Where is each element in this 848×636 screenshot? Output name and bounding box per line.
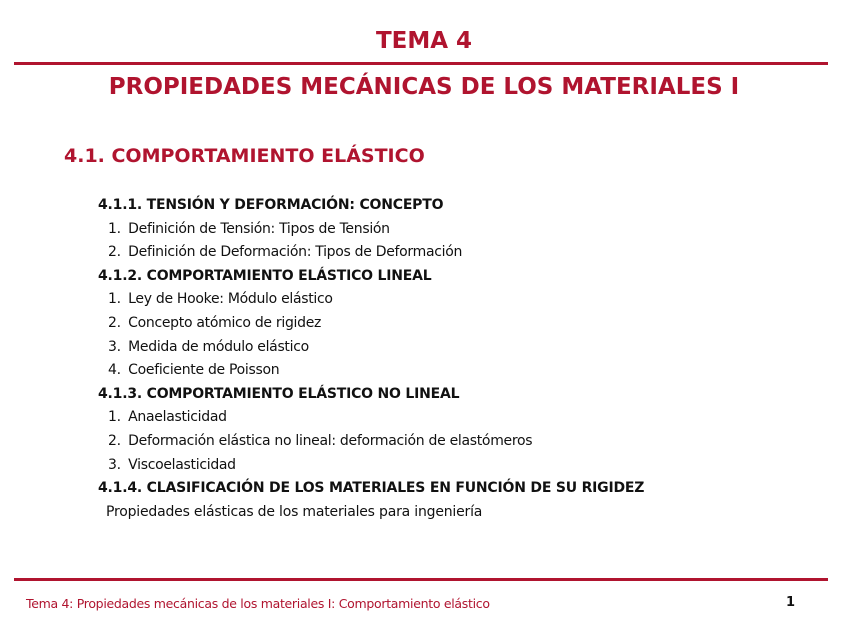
item-text: Medida de módulo elástico xyxy=(128,338,309,355)
item-number: 3. xyxy=(108,456,121,473)
item-number: 2. xyxy=(108,314,121,331)
outline-item xyxy=(98,336,644,360)
item-text: Coeficiente de Poisson xyxy=(128,362,280,379)
subsection-heading: 4.1.1. TENSIÓN Y DEFORMACIÓN: CONCEPTO xyxy=(98,197,444,213)
outline-item xyxy=(98,312,644,336)
page-number: 1 xyxy=(786,595,796,610)
subsection-heading: 4.1.2. COMPORTAMIENTO ELÁSTICO LINEAL xyxy=(98,267,432,284)
item-number: 1. xyxy=(108,291,121,308)
item-text: Definición de Tensión: Tipos de Tensión xyxy=(128,220,390,237)
outline-item xyxy=(98,454,644,478)
outline-item xyxy=(98,406,644,430)
item-text: Viscoelasticidad xyxy=(128,456,236,473)
header-divider xyxy=(14,62,828,65)
item-number: 1. xyxy=(108,409,121,426)
outline-item xyxy=(98,359,644,383)
outline-item xyxy=(98,430,644,454)
item-number: 3. xyxy=(108,338,121,355)
item-number: 2. xyxy=(108,432,121,449)
item-number: 4. xyxy=(108,362,121,379)
subsection-heading: 4.1.4. CLASIFICACIÓN DE LOS MATERIALES EN FUNCIÓN DE SU RIGIDEZ xyxy=(98,480,645,497)
outline-item xyxy=(98,241,644,265)
subsection-heading: 4.1.3. COMPORTAMIENTO ELÁSTICO NO LINEAL xyxy=(98,385,460,402)
item-text: Ley de Hooke: Módulo elástico xyxy=(128,291,333,308)
item-number: 2. xyxy=(108,244,121,261)
outline-item xyxy=(98,288,644,312)
item-text: Concepto atómico de rigidez xyxy=(128,314,322,331)
slide-title: TEMA 4 xyxy=(375,28,473,54)
item-text: Definición de Deformación: Tipos de Deformación xyxy=(128,244,463,261)
item-number: 1. xyxy=(108,220,121,237)
section-heading: 4.1. COMPORTAMIENTO ELÁSTICO xyxy=(64,145,425,167)
subsection-note: Propiedades elásticas de los materiales para ingeniería xyxy=(106,503,483,520)
topic-outline xyxy=(98,194,644,524)
item-text: Deformación elástica no lineal: deformación de elastómeros xyxy=(128,432,533,449)
item-text: Anaelasticidad xyxy=(128,409,227,426)
slide-subtitle: PROPIEDADES MECÁNICAS DE LOS MATERIALES I xyxy=(108,74,740,100)
footer-caption: Tema 4: Propiedades mecánicas de los materiales I: Comportamiento elástico xyxy=(26,596,490,611)
outline-item xyxy=(98,218,644,242)
footer-divider xyxy=(14,578,828,581)
